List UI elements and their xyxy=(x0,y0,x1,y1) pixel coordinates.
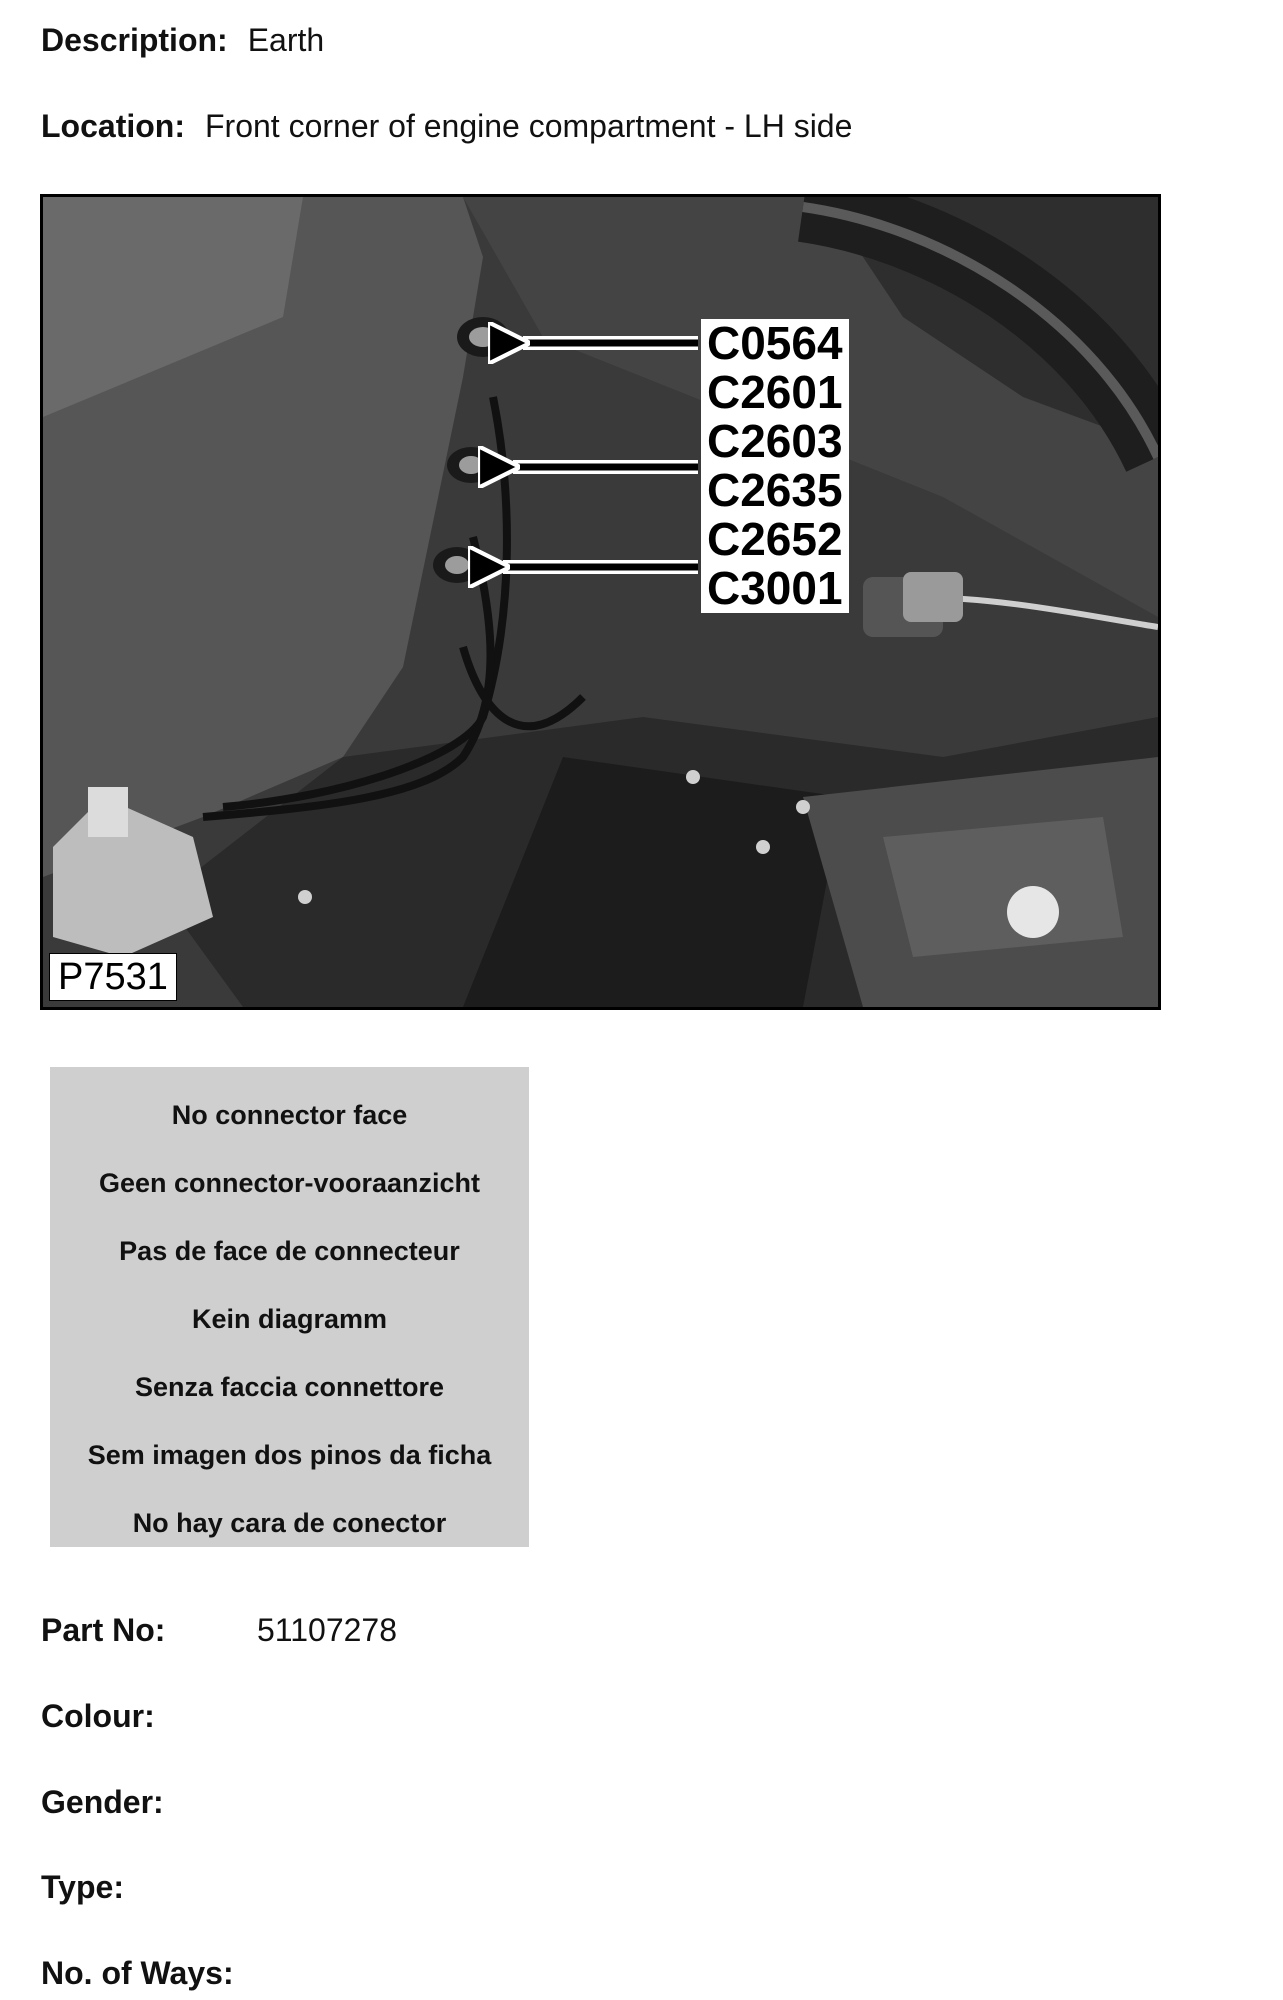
note-line: Kein diagramm xyxy=(191,1304,388,1334)
connector-label: C2601 xyxy=(707,366,843,418)
part-no-label: Part No: xyxy=(41,1612,166,1648)
colour-field xyxy=(41,1698,155,1735)
part-no-field xyxy=(41,1612,397,1649)
photo-id: P7531 xyxy=(49,953,177,1001)
location-value: Front corner of engine compartment - LH side xyxy=(204,108,853,144)
description-label: Description: xyxy=(41,22,228,58)
note-line: Sem imagen dos pinos da ficha xyxy=(87,1440,492,1470)
note-line: Pas de face de connecteur xyxy=(119,1236,460,1266)
note-line: Senza faccia connettore xyxy=(134,1372,445,1402)
ways-field xyxy=(41,1955,234,1992)
note-line: Geen connector-vooraanzicht xyxy=(98,1168,481,1198)
connector-label: C0564 xyxy=(707,317,843,369)
note-line: No connector face xyxy=(171,1100,408,1130)
no-connector-face-box xyxy=(50,1067,529,1547)
location-label: Location: xyxy=(41,108,185,144)
type-label: Type: xyxy=(41,1869,124,1905)
note-line: No hay cara de conector xyxy=(132,1508,447,1538)
connector-label: C2635 xyxy=(707,464,843,516)
part-no-value: 51107278 xyxy=(257,1612,397,1648)
connector-label: C2603 xyxy=(707,415,843,467)
gender-field xyxy=(41,1784,164,1821)
type-field xyxy=(41,1869,124,1906)
connector-label: C2652 xyxy=(707,513,843,565)
location-photo xyxy=(40,194,1161,1010)
gender-label: Gender: xyxy=(41,1784,164,1820)
description-value: Earth xyxy=(247,22,325,58)
connector-label: C3001 xyxy=(707,562,843,614)
description-field xyxy=(41,22,324,59)
connector-label-list xyxy=(701,319,849,613)
engine-compartment-image xyxy=(43,197,1158,1007)
ways-label: No. of Ways: xyxy=(41,1955,234,1991)
location-field xyxy=(41,108,852,145)
colour-label: Colour: xyxy=(41,1698,155,1734)
